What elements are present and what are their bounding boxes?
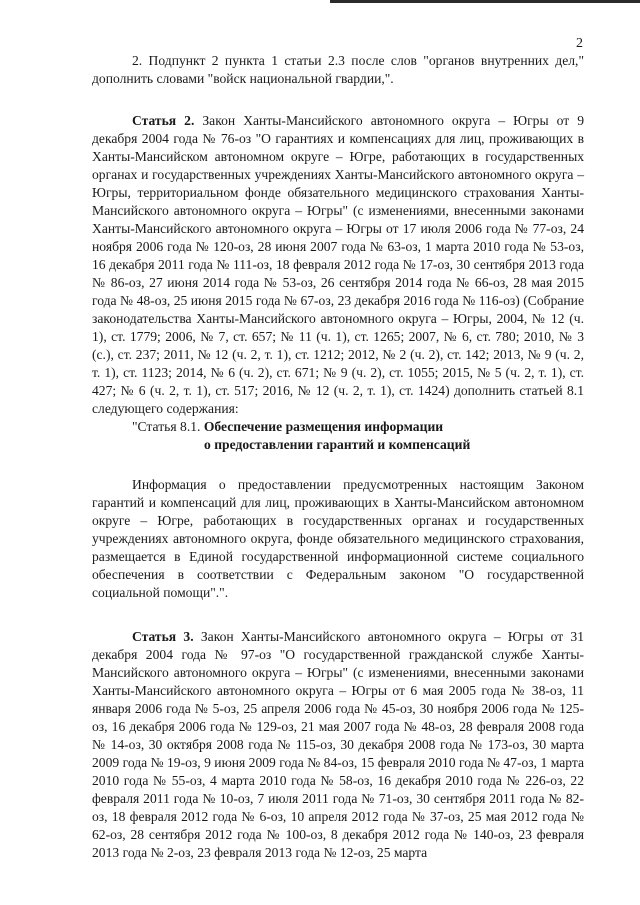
paragraph-point-2: 2. Подпункт 2 пункта 1 статьи 2.3 после слов "органов внутренних дел," дополнить словами "войск национальной гвардии,". — [92, 53, 584, 86]
article-2-label: Статья 2. — [132, 113, 195, 128]
page-number: 2 — [576, 36, 583, 51]
article-8-1-title-line-1: Обеспечение размещения информации — [203, 419, 444, 434]
article-3 — [92, 628, 584, 862]
article-8-1-text: Информация о предоставлении предусмотренных настоящим Законом гарантий и компенсаций для лиц, проживающих в Ханты-Мансийском автономном округе – Югре, работающих в государственных органах и государственных учреждениях автономного округа, фонде обязательного медицинского страхования, размещается в Единой государственной информационной системе социального обеспечения в соответствии с Федеральным законом "О государственной социальной помощи".". — [92, 477, 584, 600]
article-3-text: Закон Ханты-Мансийского автономного округа – Югры от 31 декабря 2004 года № 97-оз "О государственной гражданской службе Ханты-Мансийского автономного округа – Югры" (с изменениями, внесенными законами Ханты-Мансийского автономного округа – Югры от 6 мая 2005 года № 38-оз, 11 января 2006 года № 5-оз, 25 апреля 2006 года № 45-оз, 30 ноября 2006 года № 125-оз, 16 декабря 2006 года № 129-оз, 21 мая 2007 года № 48-оз, 28 февраля 2008 года № 14-оз, 30 октября 2008 года № 115-оз, 30 декабря 2008 года № 173-оз, 30 марта 2009 года № 19-оз, 9 июня 2009 года № 84-оз, 15 февраля 2010 года № 47-оз, 1 марта 2010 года № 55-оз, 4 марта 2010 года № 58-оз, 16 декабря 2010 года № 226-оз, 22 февраля 2011 года № 10-оз, 7 июля 2011 года № 71-оз, 30 сентября 2011 года № 82-оз, 18 февраля 2012 года № 6-оз, 10 апреля 2012 года № 37-оз, 25 мая 2012 года № 62-оз, 28 сентября 2012 года № 100-оз, 8 декабря 2012 года № 140-оз, 23 февраля 2013 года № 2-оз, 23 февраля 2013 года № 12-оз, 25 марта — [92, 629, 584, 860]
article-2 — [92, 112, 584, 418]
article-8-1-heading — [92, 418, 584, 436]
article-8-1-prefix: "Статья 8.1. — [132, 419, 201, 434]
article-8-1-title-line-2: о предоставлении гарантий и компенсаций — [204, 437, 471, 452]
article-3-label: Статья 3. — [132, 629, 194, 644]
document-body — [92, 52, 584, 862]
scan-edge — [330, 0, 640, 3]
article-2-text: Закон Ханты-Мансийского автономного округа – Югры от 9 декабря 2004 года № 76-оз "О гарантиях и компенсациях для лиц, проживающих в Ханты-Мансийском автономном округе – Югре, работающих в государственных органах и государственных учреждениях Ханты-Мансийского автономного округа – Югры, территориальном фонде обязательного медицинского страхования Ханты-Мансийского автономного округа – Югры" (с изменениями, внесенными законами Ханты-Мансийского автономного округа – Югры от 17 июля 2006 года № 77-оз, 24 ноября 2006 года № 120-оз, 28 июня 2007 года № 63-оз, 1 марта 2010 года № 53-оз, 16 декабря 2011 года № 111-оз, 18 февраля 2012 года № 17-оз, 30 сентября 2013 года № 86-оз, 27 июня 2014 года № 53-оз, 26 сентября 2014 года № 66-оз, 28 мая 2015 года № 48-оз, 25 июня 2015 года № 67-оз, 23 декабря 2016 года № 116-оз) (Собрание законодательства Ханты-Мансийского автономного округа – Югры, 2004, № 12 (ч. 1), ст. 1779; 2006, № 7, ст. 657; № 11 (ч. 1), ст. 1265; 2007, № 6, ст. 780; 2010, № 3 (с.), ст. 237; 2011, № 12 (ч. 2, т. 1), ст. 1212; 2012, № 2 (ч. 2), ст. 142; 2013, № 9 (ч. 2, т. 1), ст. 1123; 2014, № 6 (ч. 2), ст. 671; № 9 (ч. 2), ст. 1055; 2015, № 5 (ч. 2, т. 1), ст. 427; № 6 (ч. 2, т. 1), ст. 517; 2016, № 12 (ч. 2, т. 1), ст. 1424) дополнить статьей 8.1 следующего содержания: — [92, 113, 584, 416]
